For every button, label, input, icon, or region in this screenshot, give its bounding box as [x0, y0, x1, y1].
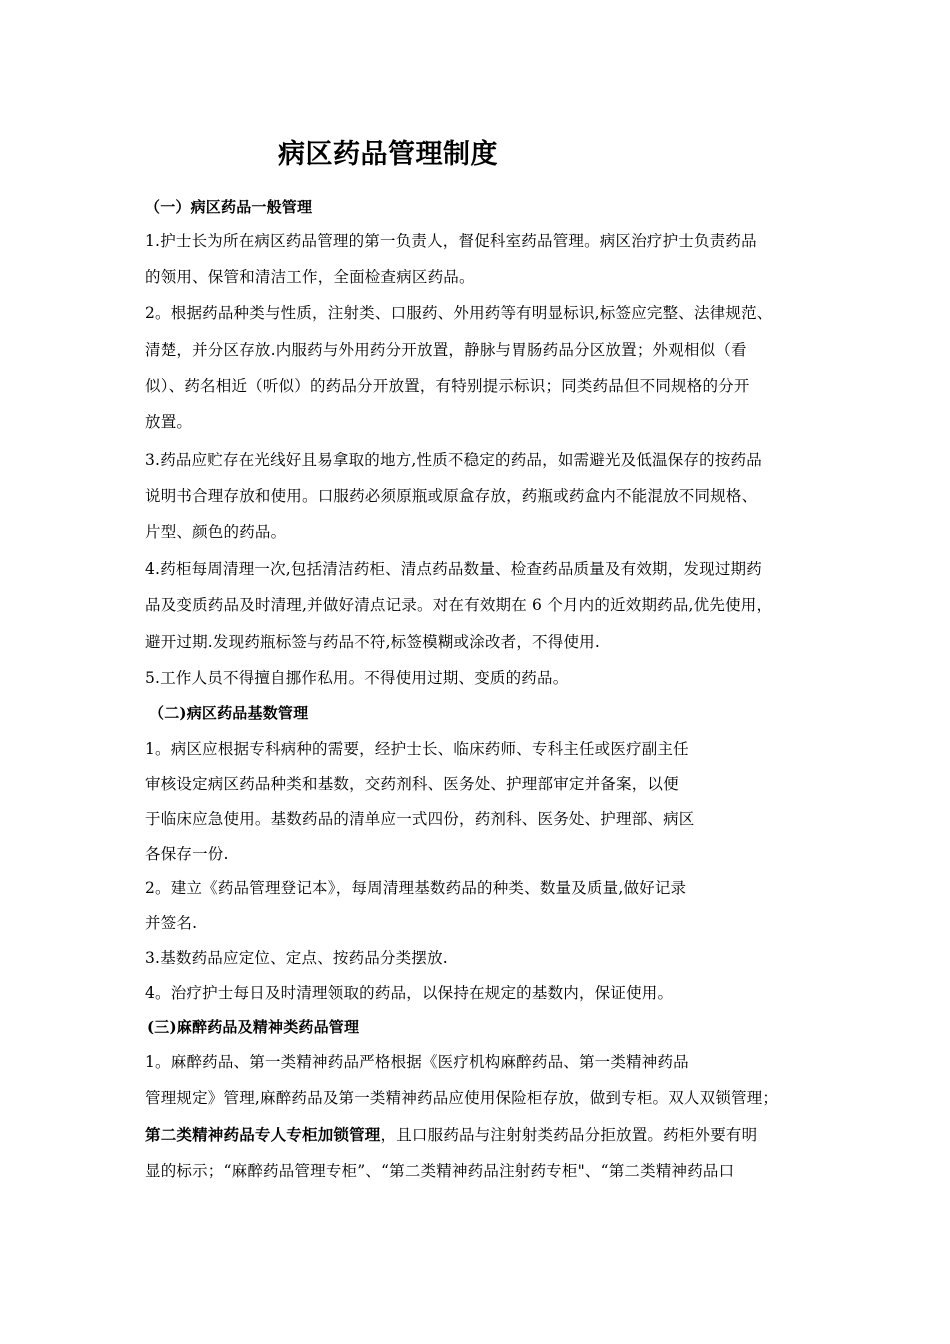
- paragraph-line: 3.基数药品应定位、定点、按药品分类摆放.: [145, 949, 448, 967]
- page-title: 病区药品管理制度: [278, 139, 498, 170]
- emphasis-text: 第二类精神药品专人专柜加锁管理: [145, 1125, 381, 1144]
- paragraph-line: 审核设定病区药品种类和基数，交药剂科、医务处、护理部审定并备案，以便: [145, 775, 679, 793]
- section-heading-2: （二)病区药品基数管理: [149, 704, 309, 722]
- paragraph-line: 说明书合理存放和使用。口服药必须原瓶或原盒存放，药瓶或药盒内不能混放不同规格、: [145, 487, 758, 505]
- paragraph-line: 3.药品应贮存在光线好且易拿取的地方,性质不稳定的药品，如需避光及低温保存的按药品: [145, 451, 762, 469]
- paragraph-line: 4.药柜每周清理一次,包括清洁药柜、清点药品数量、检查药品质量及有效期，发现过期药: [145, 560, 762, 578]
- paragraph-line: 2。根据药品种类与性质，注射类、口服药、外用药等有明显标识,标签应完整、法律规范、: [145, 304, 773, 322]
- paragraph-line: 4。治疗护士每日及时清理领取的药品，以保持在规定的基数内，保证使用。: [145, 984, 674, 1002]
- paragraph-line: 清楚，并分区存放.内服药与外用药分开放置，静脉与胃肠药品分区放置；外观相似（看: [145, 341, 747, 359]
- section-heading-1: （一）病区药品一般管理: [145, 198, 313, 216]
- paragraph-line: 1。病区应根据专科病种的需要，经护士长、临床药师、专科主任或医疗副主任: [145, 740, 689, 758]
- paragraph-line: 避开过期.发现药瓶标签与药品不符,标签模糊或涂改者，不得使用.: [145, 633, 600, 651]
- paragraph-line: 品及变质药品及时清理,并做好清点记录。对在有效期在 6 个月内的近效期药品,优先使用，: [145, 596, 773, 614]
- paragraph-line: 的领用、保管和清洁工作，全面检查病区药品。: [145, 268, 475, 286]
- paragraph-line: 片型、颜色的药品。: [145, 523, 287, 541]
- paragraph-line: [145, 1123, 757, 1145]
- paragraph-line: 各保存一份.: [145, 845, 229, 863]
- paragraph-line: 5.工作人员不得擅自挪作私用。不得使用过期、变质的药品。: [145, 669, 569, 687]
- paragraph-line: 管理规定》管理,麻醉药品及第一类精神药品应使用保险柜存放，做到专柜。双人双锁管理；: [145, 1089, 779, 1107]
- paragraph-line: 2。建立《药品管理登记本》，每周清理基数药品的种类、数量及质量,做好记录: [145, 879, 687, 897]
- paragraph-text: ，且口服药品与注射射类药品分拒放置。药柜外要有明: [380, 1126, 758, 1144]
- paragraph-line: 并签名.: [145, 914, 198, 932]
- paragraph-line: 显的标示；“麻醉药品管理专柜”、“第二类精神药品注射药专柜"、“第二类精神药品口: [145, 1162, 735, 1180]
- paragraph-line: 放置。: [145, 413, 193, 431]
- paragraph-line: 似）、药名相近（听似）的药品分开放置，有特别提示标识；同类药品但不同规格的分开: [145, 377, 750, 395]
- section-heading-3: (三)麻醉药品及精神类药品管理: [147, 1018, 360, 1036]
- paragraph-line: 1。麻醉药品、第一类精神药品严格根据《医疗机构麻醉药品、第一类精神药品: [145, 1053, 689, 1071]
- paragraph-line: 于临床应急使用。基数药品的清单应一式四份，药剂科、医务处、护理部、病区: [145, 810, 695, 828]
- paragraph-line: 1.护士长为所在病区药品管理的第一负责人，督促科室药品管理。病区治疗护士负责药品: [145, 232, 757, 250]
